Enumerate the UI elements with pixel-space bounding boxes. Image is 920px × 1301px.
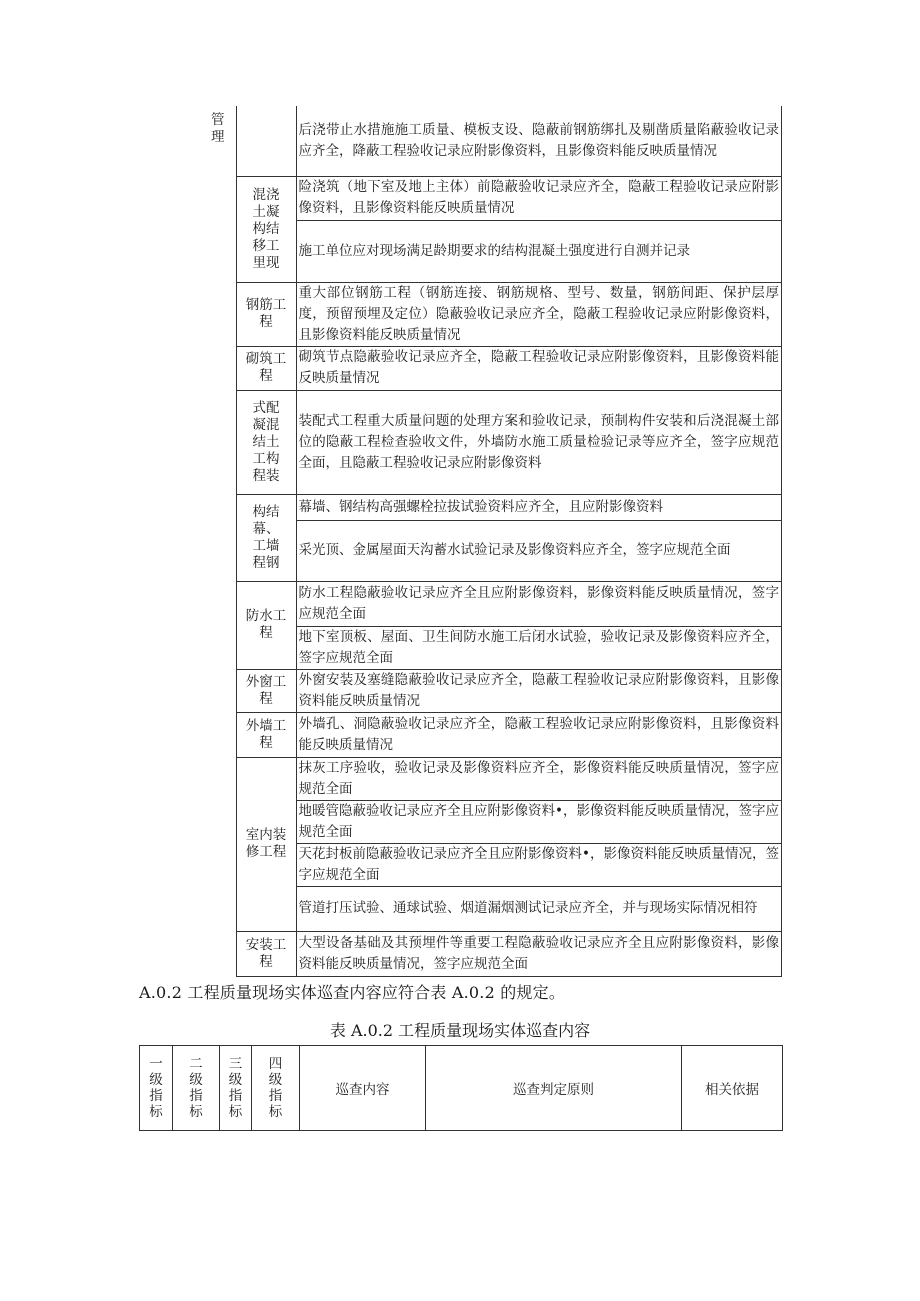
record-text-cell: 采光顶、金属屋面天沟蓄水试验记录及影像资料应齐全，签字应规范全面 [296, 520, 782, 581]
subcategory-cell [236, 390, 296, 494]
table-row [200, 757, 782, 800]
record-text-cell: 装配式工程重大质量问题的处理方案和验收记录，预制构件安装和后浇混凝土部位的隐蔽工程检查验收文件，外墙防水施工质量检验记录等应齐全，签字应规范全面，且隐蔽工程验收记录应附影像资料 [296, 390, 782, 494]
record-text-cell: 险浇筑（地下室及地上主体）前隐蔽验收记录应齐全，隐蔽工程验收记录应附影像资料，且影像资料能反映质量情况 [296, 176, 782, 220]
group-label: 管理 [211, 112, 225, 145]
subcategory-cell [236, 106, 296, 176]
subcategory-label: 安装工程 [245, 936, 287, 970]
table-row [200, 712, 782, 757]
header-level3: 三级指标 [220, 1046, 252, 1131]
record-text-cell: 外墙孔、洞隐蔽验收记录应齐全，隐蔽工程验收记录应附影像资料，且影像资料能反映质量情况 [296, 712, 782, 757]
table-row [200, 669, 782, 712]
subcategory-cell [236, 581, 296, 669]
record-text-cell: 重大部位钢筋工程（钢筋连接、钢筋规格、型号、数量，钢筋间距、保护层厚度，预留预埋及定位）隐蔽验收记录应齐全，隐蔽工程验收记录应附影像资料，且影像资料能反映质量情况 [296, 282, 782, 346]
subcategory-cell [236, 282, 296, 346]
header-patrol-content: 巡查内容 [300, 1046, 426, 1131]
subcategory-label: 外墙工程 [245, 717, 287, 751]
record-text-cell: 施工单位应对现场满足龄期要求的结构混凝土强度进行自测并记录 [296, 220, 782, 282]
subcategory-label: 砌筑工程 [245, 351, 287, 384]
subcategory-label: 外窗工程 [245, 673, 287, 707]
table-row [200, 346, 782, 390]
patrol-content-table [139, 1045, 783, 1131]
header-level2: 二级指标 [173, 1046, 220, 1131]
subcategory-cell [236, 494, 296, 581]
record-text-cell: 幕墙、钢结构高强螺栓拉拔试验资料应齐全，且应附影像资料 [296, 494, 782, 520]
group-label-cell [200, 106, 236, 976]
record-text-cell: 地暖管隐蔽验收记录应齐全且应附影像资料•，影像资料能反映质量情况，签字应规范全面 [296, 800, 782, 843]
header-judgement-principle: 巡查判定原则 [426, 1046, 682, 1131]
record-text-cell: 砌筑节点隐蔽验收记录应齐全，隐蔽工程验收记录应附影像资料，且影像资料能反映质量情况 [296, 346, 782, 390]
record-text-cell: 防水工程隐蔽验收记录应齐全且应附影像资料，影像资料能反映质量情况，签字应规范全面 [296, 581, 782, 626]
header-related-basis: 相关依据 [682, 1046, 783, 1131]
inspection-records-table [200, 106, 782, 977]
header-level1: 一级指标 [140, 1046, 173, 1131]
table-row [200, 494, 782, 520]
subcategory-label: 构结幕、工墙程钢 [252, 503, 280, 571]
subcategory-cell [236, 712, 296, 757]
record-text-cell: 天花封板前隐蔽验收记录应齐全且应附影像资料•，影像资料能反映质量情况，签字应规范全面 [296, 843, 782, 886]
record-text-cell: 抹灰工序验收，验收记录及影像资料应齐全，影像资料能反映质量情况，签字应规范全面 [296, 757, 782, 800]
subcategory-cell [236, 757, 296, 931]
table-caption: 表 A.0.2 工程质量现场实体巡查内容 [329, 1021, 591, 1040]
subcategory-cell [236, 931, 296, 976]
subcategory-cell [236, 669, 296, 712]
subcategory-cell [236, 176, 296, 282]
record-text-cell: 大型设备基础及其预埋件等重要工程隐蔽验收记录应齐全且应附影像资料，影像资料能反映质量情况，签字应规范全面 [296, 931, 782, 976]
subcategory-label: 钢筋工程 [245, 297, 287, 330]
subcategory-label: 混浇土凝构结移工里现 [252, 186, 280, 271]
table-header-row [140, 1046, 783, 1131]
table-row [200, 282, 782, 346]
subcategory-label: 防水工程 [245, 608, 287, 641]
table-row [200, 581, 782, 626]
table-row [200, 176, 782, 220]
record-text-cell: 外窗安装及塞缝隐蔽验收记录应齐全，隐蔽工程验收记录应附影像资料，且影像资料能反映质量情况 [296, 669, 782, 712]
subcategory-label: 室内装修工程 [245, 827, 287, 860]
record-text-cell: 地下室顶板、屋面、卫生间防水施工后闭水试验，验收记录及影像资料应齐全，签字应规范全面 [296, 626, 782, 669]
table-row [200, 106, 782, 176]
subcategory-label: 式配凝混结土工构程装 [252, 399, 280, 484]
section-paragraph: A.0.2 工程质量现场实体巡查内容应符合表 A.0.2 的规定。 [139, 983, 566, 1002]
table-row [200, 931, 782, 976]
subcategory-cell [236, 346, 296, 390]
record-text-cell: 后浇带止水措施施工质量、模板支设、隐蔽前钢筋绑扎及剔凿质量陷蔽验收记录应齐全，降蔽工程验收记录应附影像资料，且影像资料能反映质量情况 [296, 106, 782, 176]
table-row [200, 390, 782, 494]
header-level4: 四级指标 [252, 1046, 300, 1131]
record-text-cell: 管道打压试验、通球试验、烟道漏烟测试记录应齐全，并与现场实际情况相符 [296, 886, 782, 931]
